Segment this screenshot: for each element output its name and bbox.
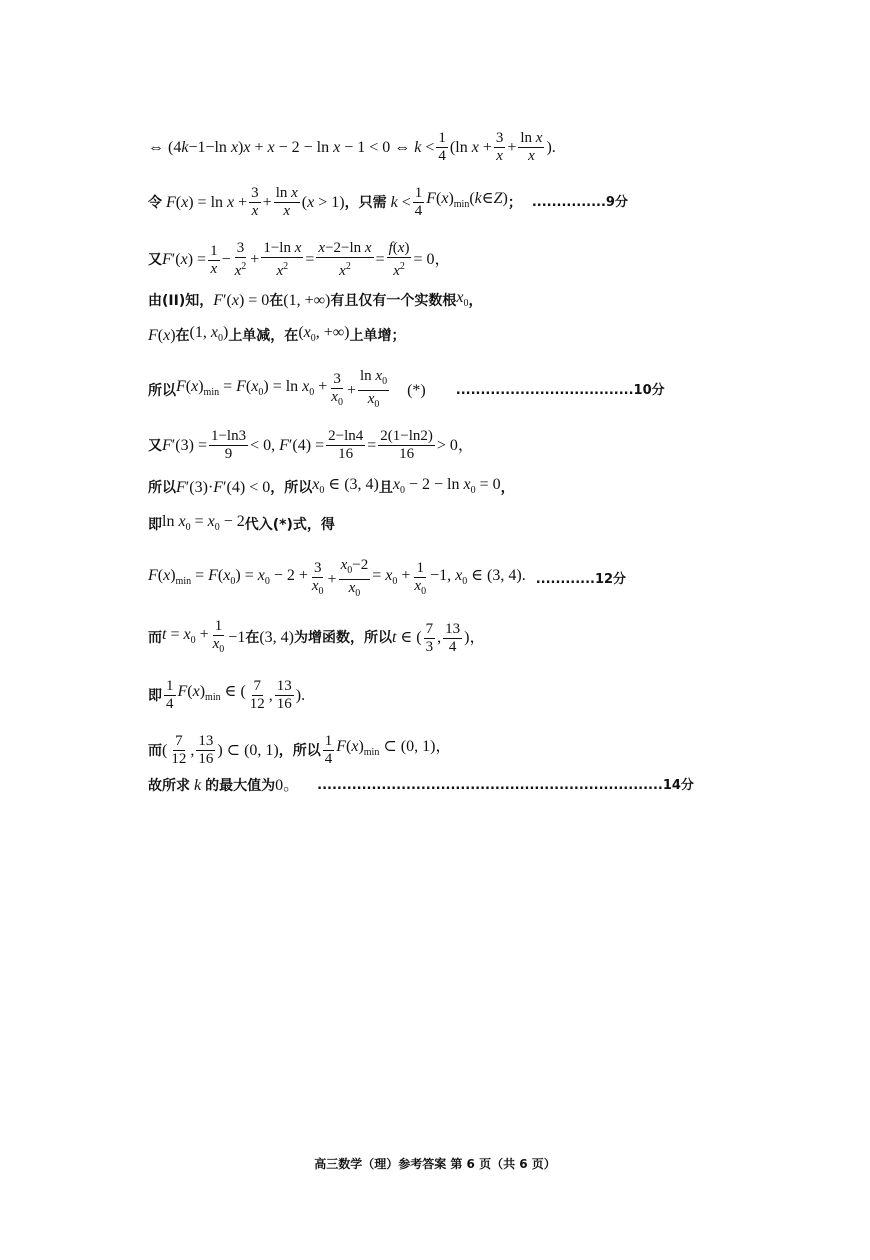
solution-line-2: 令 F(x) = ln x + $\frac{3}{x}$ + $\frac{\text{ln x}}{x}$ (x > 1) ，只需 k < $\frac{1}{4}$ $F(x)_{min}(k\in Z)$ ； ...............9分 [148,185,628,219]
solution-line-8: 所以 F′(3)·F′(4) < 0 ，所以 $x_0$ ∈ (3, 4) 且 $x_0 - 2 - \ln x_0 = 0$ ， [148,476,515,497]
solution-line-10: $F(x)_{min} = F(x_0) = x_0 - 2$ + $\frac{3}{x_0}$ + $\frac{x_0-2}{x_0}$ = $x_0$ + $\frac{1}{x_0}$ −1, $x_0$ ∈ (3, 4). ............12分 [148,557,627,599]
score-mark-12: ............12分 [535,571,627,587]
solution-line-6: 所以 $F(x)_{min} = F(x_0) = \ln x_0$ + $\frac{3}{x_0}$ + $\frac{\ln x_0}{x_0}$ (*) ....................................10分 [148,368,665,410]
score-mark-9: ...............9分 [531,194,628,210]
solution-line-11: 而 $t = x_0$ + $\frac{1}{x_0}$ −1 在 (3, 4) 为增函数，所以 t ∈ ( $\frac{7}{3}$ , $\frac{13}{4}$ )， [148,618,486,655]
page-footer: 高三数学（理）参考答案 第 6 页（共 6 页） [314,1157,556,1171]
solution-line-12: 即 $\frac{1}{4}$ $F(x)_{min}$ ∈ ( $\frac{7}{12}$ , $\frac{13}{16}$ ). [148,678,306,712]
solution-line-13: 而 ( $\frac{7}{12}$ , $\frac{13}{16}$ ) ⊂ (0, 1) ，所以 $\frac{1}{4}$ $F(x)_{min}$ ⊂ (0, 1)， [148,733,452,767]
solution-line-14: 故所求 k 的最大值为 0。 ......................................................................14分 [148,777,694,794]
score-mark-14: ......................................................................14分 [317,778,694,793]
solution-line-7: 又 F′(3) = $\frac{1-\ln 3}{9}$ < 0, F′(4) = $\frac{2-\ln 4}{16}$ = $\frac{2(1-\ln 2)}{16}$ > 0， [148,428,474,462]
fraction-one-quarter: $\frac{1}{4}$ [438,130,446,164]
solution-line-5: F(x) 在 (1, $x_0$) 上单减，在 ($x_0$, +∞) 上单增； [148,324,406,345]
solution-line-9: 即 $\ln x_0 = x_0 - 2$ 代入(*)式，得 [148,513,335,534]
line-1-lead: ⇔ (4k−1−ln x)x + x − 2 − ln x − 1 < 0 ⇔ k < [148,138,435,156]
solution-line-4: 由(II)知， F′(x) = 0 在 (1, +∞) 有且仅有一个实数根 $x_0$ ， [148,289,483,310]
score-mark-10: ....................................10分 [455,382,665,398]
solution-line-3: 又 F′(x) = $\frac{1}{x}$ − $\frac{3}{x^2}$ + $\frac{\text{1−ln x}}{x^2}$ = $\frac{\text{x−2−ln x}}{x^2}$ = $\frac{f(x)}{x^2}$ = 0， [148,240,451,279]
solution-line-1: ⇔ (4k−1−ln x)x + x − 2 − ln x − 1 < 0 ⇔ k < $\frac{1}{4}$ (ln x + $\frac{3}{x}$ + $\frac{\text{ln x}}{x}$ ). [148,130,556,164]
